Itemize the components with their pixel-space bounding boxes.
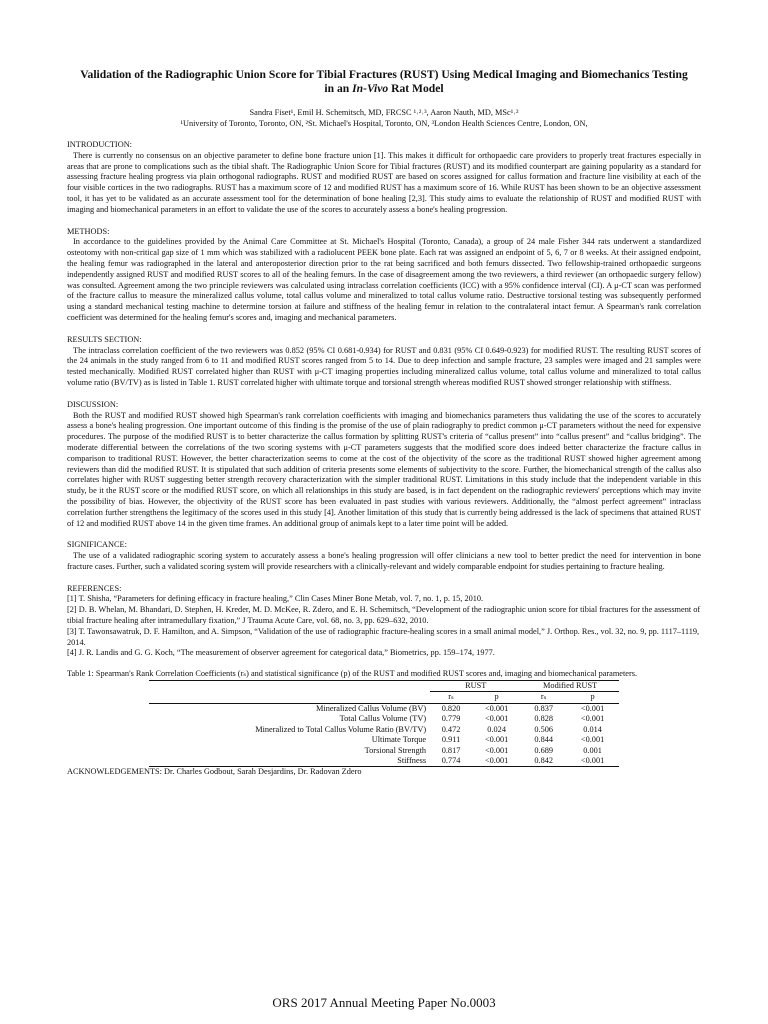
rust-group-header: RUST [430,681,521,692]
title-line-2-italic: In-Vivo [352,82,389,95]
col-rust-p: p [472,692,521,703]
row-label: Mineralized to Total Callus Volume Ratio (BV/TV) [255,724,427,734]
title-line-1: Validation of the Radiographic Union Score for Tibial Fractures (RUST) Using Medical Imaging and Biomechanics Testing [80,68,688,81]
cell-rust-rs: 0.911 [441,735,461,745]
cell-mrust-p: <0.001 [580,714,605,724]
reference-item: [4] J. R. Landis and G. G. Koch, “The measurement of observer agreement for categorical data,” Biometrics, pp. 159–174, 1977. [67,648,495,658]
reference-list [67,594,701,659]
section-heading: INTRODUCTION: [67,140,132,149]
col-mrust-p: p [566,692,619,703]
cell-mrust-p: <0.001 [566,756,619,767]
section-results [67,335,701,389]
section-heading: METHODS: [67,226,110,236]
section-heading: RESULTS SECTION: [67,334,142,344]
table-group-header [149,681,619,692]
cell-mrust-p: 0.001 [583,745,602,755]
cell-rust-rs: 0.774 [430,756,472,767]
table-corner [149,692,430,703]
section-body: In accordance to the guidelines provided by the Animal Care Committee at St. Michael's Hospital (Toronto, Canada), a group of 24 male Fisher 344 rats underwent a standardized osteotomy with non-critical gap size of 1 mm which was stabilized with a radiolucent PEEK bone plate. Each rat was assigned an endpoint of 5, 6, 7 or 8 weeks. At their assigned endpoint, the healing femur was radiographed in the lateral and anteroposterior direction prior to the rat being sacrificed and both femurs dissected. Two fellowship-trained orthopaedic surgeons independently assigned RUST and modified RUST scores to all of the healing femurs. In the case of disagreement among the two reviewers, a third reviewer (an orthopaedic surgery fellow) was consulted. Agreement among the two principle reviewers was calculated using intraclass correlation coefficients (ICC) with a 95% confidence interval (CI). A μ-CT scan was performed of the fracture callus to measure the mineralized callus volume, total callus volume and mineralized to total callus volume ratio. Destructive torsional testing was subsequently performed using a standard mechanical testing machine to determine torsion at failure and stiffness of the healing femur in relation to the contralateral intact femur. A Spearman's rank correlation coefficient was determined for the healing femur's scores and, imaging and mechanical parameters. [67,237,701,322]
table-row [149,725,619,735]
correlation-table [149,680,619,767]
section-references [67,584,701,660]
cell-mrust-rs: 0.844 [534,735,554,745]
section-body: There is currently no consensus on an objective parameter to define bone fracture union [1]. This makes it difficult for orthopaedic care providers to properly treat fractures especially in areas that are prone to complications such as the tibial shaft. The Radiographic Union Score for Tibial fractures (RUST) and its modified counterpart are gaining popularity as a standard for assessing fracture healing progress via plain orthogonal radiographs. RUST and modified RUST are based on scores assigned for callus formation and fracture line visibility at each of the four visible cortices in the two radiographs. RUST has a maximum score of 12 and modified RUST has a maximum score of 16. While RUST has been shown to be an objective assessment tool, it has yet to be validated as an accurate assessment tool for the determination of bone healing [2,3]. This study aims to evaluate the relationship of RUST and modified RUST with imaging and biomechanical parameters in an effort to validate the use of the scores to accurately assess a bone's healing progression. [67,150,701,214]
section-introduction [67,140,701,216]
cell-rust-p: <0.001 [484,703,509,713]
cell-mrust-rs: 0.837 [534,703,554,713]
cell-mrust-p: <0.001 [580,703,605,713]
section-significance [67,540,701,572]
cell-mrust-rs: 0.842 [521,756,566,767]
row-label: Ultimate Torque [371,735,427,745]
cell-rust-rs: 0.820 [441,703,461,713]
cell-mrust-rs: 0.506 [534,724,554,734]
section-heading: REFERENCES: [67,583,122,593]
acknowledgements: ACKNOWLEDGEMENTS: Dr. Charles Godbout, Sarah Desjardins, Dr. Radovan Zdero [67,767,362,777]
row-label: Mineralized Callus Volume (BV) [316,703,427,713]
table-sub-header [149,692,619,703]
cell-rust-rs: 0.779 [441,714,461,724]
affiliations: ¹University of Toronto, Toronto, ON, ²St. Michael's Hospital, Toronto, ON, ³London Health Sciences Centre, London, ON, [180,119,588,128]
table-caption: Table 1: Spearman's Rank Correlation Coefficients (rₛ) and statistical significance (p) of the RUST and modified RUST scores and, imaging and biomechanical parameters. [67,669,638,679]
col-rust-rs: rₛ [430,692,472,703]
author-list: Sandra Fiset¹, Emil H. Schemitsch, MD, FRCSC ¹˒²˒³, Aaron Nauth, MD, MSc¹˒² [249,108,519,117]
title-line-2-suffix: Rat Model [388,82,444,95]
cell-rust-p: <0.001 [472,756,521,767]
section-heading: SIGNIFICANCE: [67,540,127,550]
row-label: Stiffness [149,756,430,767]
cell-mrust-rs: 0.689 [534,745,554,755]
cell-rust-p: <0.001 [484,735,509,745]
section-body: Both the RUST and modified RUST showed high Spearman's rank correlation coefficients with imaging and biomechanics parameters thus validating the use of the scores to accurately assess a bone's healing progression. One important outcome of this finding is the promise of the use of plain radiography to predict common μ-CT parameters without the need for expensive procedures. The purpose of the modified RUST is to better characterize the callus formation by splitting RUST's criteria of “callus present” into “callus present” and “callus bridging”. The moderate differential between the correlations of the two scoring systems with μ-CT parameters suggests that the modified score does indeed better characterize the fracture callus in comparison to traditional RUST. However, the better characterization seems to come at the cost of the objectivity of the score as the traditional RUST showed higher agreement among reviewers than did the modified RUST. It is stipulated that such addition of criteria presents some elements of subjectivity to the score. Further, the biomechanical strength of the callus also correlates higher with RUST suggesting better strength recovery characterization with the simpler traditional RUST. Limitations in this study include that the independent variable in this study, be it the RUST score or the modified RUST score, on which all relationships in this study are based, is in fact dependent on the radiographic reviewers' perceptions which may invite the possibility of bias. However, the objectivity of the RUST score has been evaluated in past studies with various reviewers. Additionally, the “almost perfect agreement” intraclass correlation further strengthens the legitimacy of the scores used in this study [4]. Another limitation of this study that is currently being addressed is the lack of specimens that attained RUST of 12 and modified RUST above 14 in the given time frames. An additional group of animals kept to a later time point will be added. [67,410,701,528]
cell-mrust-rs: 0.828 [534,714,554,724]
paper-page [67,68,701,778]
row-label: Torsional Strength [364,745,427,755]
cell-mrust-p: <0.001 [580,735,605,745]
cell-rust-p: <0.001 [484,745,509,755]
section-body: The intraclass correlation coefficient of the two reviewers was 0.852 (95% CI 0.681-0.934) for RUST and 0.831 (95% CI 0.649-0.923) for modified RUST. The resulting RUST scores of the 24 animals in the study ranged from 6 to 11 and modified RUST scores ranged from 5 to 14. Due to deep infection and sample fracture, 23 samples were imaged and 21 samples were tested mechanically. Modified RUST correlated higher than RUST with μ-CT imaging properties including mineralized callus volume, total callus volume and mineralized to total callus volume ratio (BV/TV) as is listed in Table 1. RUST correlated higher with ultimate torque and torsional strength whereas modified RUST showed stronger relationship with stiffness. [67,345,701,387]
cell-rust-rs: 0.472 [441,724,461,734]
modified-rust-group-header: Modified RUST [521,681,619,692]
cell-mrust-p: 0.014 [583,724,602,734]
page-footer: ORS 2017 Annual Meeting Paper No.0003 [272,995,496,1010]
cell-rust-rs: 0.817 [441,745,461,755]
table-row [149,746,619,756]
col-mrust-rs: rₛ [521,692,566,703]
section-body: The use of a validated radiographic scoring system to accurately assess a bone's healing progression will offer clinicians a new tool to better predict the need for intervention in bone fracture cases. Further, such a validated scoring system will provide researchers with a clinically-relevant and widely comparable endpoint for studies pertaining to fracture healing. [67,551,701,571]
cell-rust-p: 0.024 [487,724,506,734]
reference-item: [2] D. B. Whelan, M. Bhandari, D. Stephen, H. Kreder, M. D. McKee, R. Zdero, and E. H. Schemitsch, “Development of the radiographic union score for tibial fractures for the assessment of tibial fracture healing after intramedullary fixation,” J Trauma Acute Care, vol. 68, no. 3, pp. 629–632, 2010. [67,605,701,626]
section-heading: DISCUSSION: [67,399,119,409]
section-methods [67,227,701,324]
reference-item: [3] T. Tawonsawatruk, D. F. Hamilton, and A. Simpson, “Validation of the use of radiographic fracture-healing scores in a small animal model,” J. Orthop. Res., vol. 32, no. 9, pp. 1117–1119, 2014. [67,626,700,647]
section-discussion [67,400,701,530]
title-line-2-prefix: in an [324,82,353,95]
row-label: Total Callus Volume (TV) [339,714,427,724]
table-row [149,756,619,767]
table-row [149,714,619,724]
reference-item: [1] T. Shisha, “Parameters for defining efficacy in fracture healing,” Clin Cases Miner Bone Metab, vol. 7, no. 1, p. 15, 2010. [67,594,484,604]
cell-rust-p: <0.001 [484,714,509,724]
paper-title [67,68,701,96]
table-row [149,735,619,745]
table-corner [149,681,430,692]
table-row [149,703,619,714]
